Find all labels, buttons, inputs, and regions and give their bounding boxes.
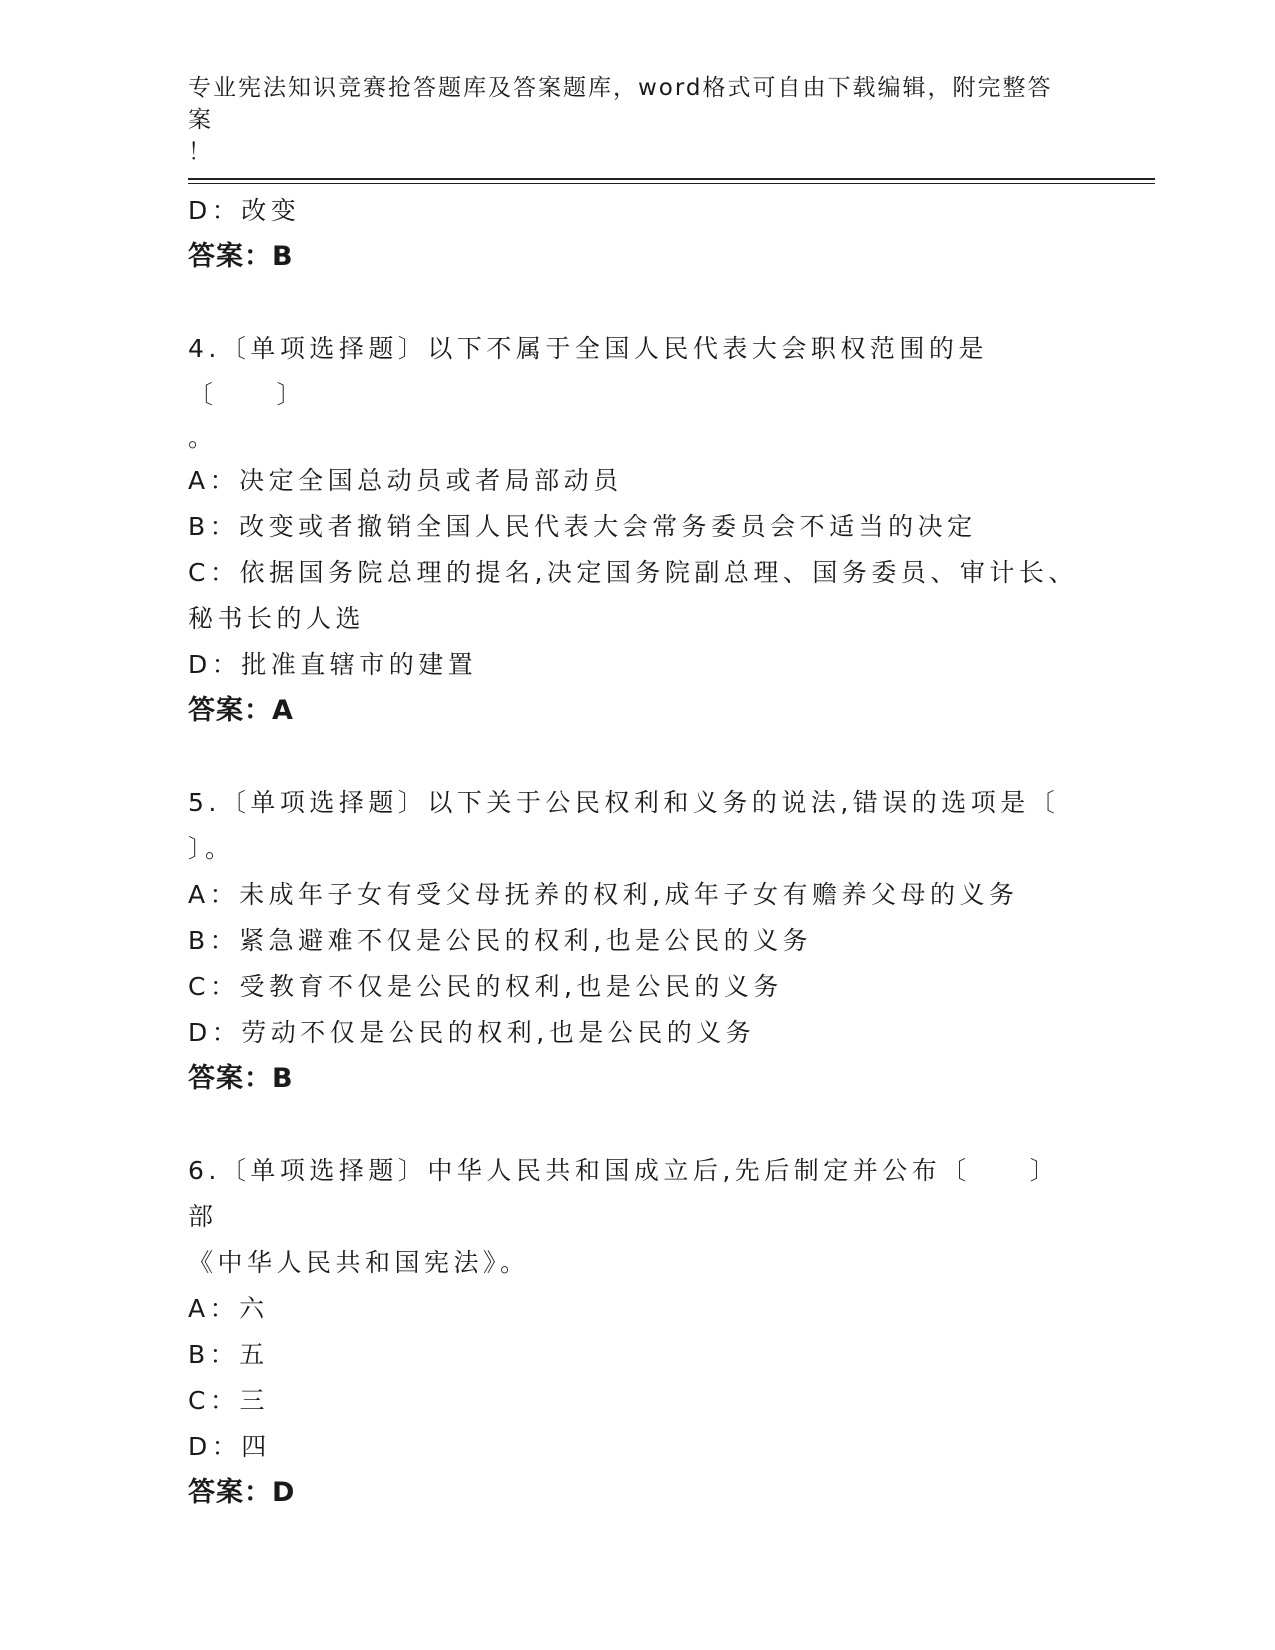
option-d: D：劳动不仅是公民的权利,也是公民的义务	[188, 1018, 756, 1047]
option-c-line1: C：依据国务院总理的提名,决定国务院副总理、国务委员、审计长、	[188, 558, 1078, 587]
question-stem-line1: 5.〔单项选择题〕以下关于公民权利和义务的说法,错误的选项是〔	[188, 788, 1060, 817]
spacer	[188, 1102, 1088, 1148]
question-stem-line2: 〕。	[188, 834, 235, 863]
option-a: A：决定全国总动员或者局部动员	[188, 466, 623, 495]
option-b: B：紧急避难不仅是公民的权利,也是公民的义务	[188, 926, 813, 955]
header-rule-thin	[188, 183, 1155, 184]
header-title-line2: ！	[188, 139, 213, 165]
answer-line: 答案：A	[188, 695, 294, 726]
header-rule-thick	[188, 178, 1155, 180]
document-body	[188, 188, 1088, 1516]
spacer	[188, 280, 1088, 326]
option-b: B：五	[188, 1340, 269, 1369]
option-d: D：改变	[188, 196, 301, 225]
question-stem-line1: 6.〔单项选择题〕中华人民共和国成立后,先后制定并公布〔 〕部	[188, 1156, 1060, 1231]
option-c: C：三	[188, 1386, 269, 1415]
option-c-line2: 秘书长的人选	[188, 604, 366, 633]
spacer	[188, 734, 1088, 780]
question-stem-line2: 。	[188, 423, 218, 452]
answer-line: 答案：B	[188, 1063, 294, 1094]
header-title-line1: 专业宪法知识竞赛抢答题库及答案题库，word格式可自由下载编辑，附完整答案	[188, 75, 1053, 133]
option-d: D：批准直辖市的建置	[188, 650, 478, 679]
answer-line: 答案：D	[188, 1477, 296, 1508]
option-d: D：四	[188, 1432, 271, 1461]
question-stem-line2: 《中华人民共和国宪法》。	[188, 1248, 530, 1277]
option-b: B：改变或者撤销全国人民代表大会常务委员会不适当的决定	[188, 512, 977, 541]
question-partial	[188, 188, 1088, 280]
question-4	[188, 326, 1088, 734]
option-a: A：未成年子女有受父母抚养的权利,成年子女有赡养父母的义务	[188, 880, 1019, 909]
page-header	[188, 72, 1068, 168]
question-5	[188, 780, 1088, 1102]
question-6	[188, 1148, 1088, 1516]
option-a: A：六	[188, 1294, 269, 1323]
answer-line: 答案：B	[188, 241, 294, 272]
option-c: C：受教育不仅是公民的权利,也是公民的义务	[188, 972, 783, 1001]
question-stem-line1: 4.〔单项选择题〕以下不属于全国人民代表大会职权范围的是〔 〕	[188, 334, 988, 409]
